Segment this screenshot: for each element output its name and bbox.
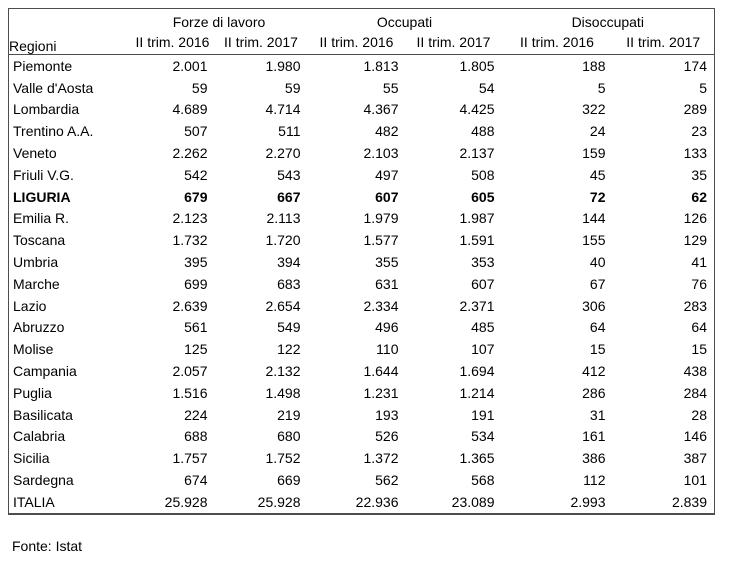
value-cell: 59 — [284, 79, 301, 96]
value-cell: 1.987 — [459, 210, 495, 227]
group-header-disoccupati: Disoccupati — [571, 14, 644, 30]
value-cell: 2.270 — [265, 145, 301, 162]
value-cell: 107 — [471, 341, 495, 358]
value-cell: 322 — [582, 101, 606, 118]
value-cell: 674 — [184, 472, 208, 489]
value-cell: 129 — [683, 232, 707, 249]
value-cell: 605 — [471, 188, 495, 205]
value-cell: 482 — [375, 123, 399, 140]
region-cell: Sicilia — [13, 450, 50, 467]
region-cell: Veneto — [13, 145, 57, 162]
table-body — [9, 55, 715, 514]
value-cell: 22.936 — [355, 493, 399, 510]
region-cell: Emilia R. — [13, 210, 70, 227]
value-cell: 15 — [589, 341, 606, 358]
region-cell: Lazio — [13, 297, 47, 314]
value-cell: 2.057 — [172, 363, 208, 380]
table-row — [9, 338, 715, 360]
sub-header-occupati-2016: II trim. 2016 — [319, 34, 394, 50]
value-cell: 2.001 — [172, 57, 208, 74]
table-row — [9, 273, 715, 295]
value-cell: 2.123 — [172, 210, 208, 227]
value-cell: 394 — [277, 254, 301, 271]
value-cell: 2.103 — [363, 145, 399, 162]
region-cell: Marche — [13, 275, 60, 292]
value-cell: 1.214 — [459, 384, 495, 401]
value-cell: 488 — [471, 123, 495, 140]
source-note: Fonte: Istat — [12, 538, 83, 554]
table-row — [9, 404, 715, 426]
value-cell: 497 — [375, 166, 399, 183]
value-cell: 1.813 — [363, 57, 399, 74]
table-row — [9, 186, 715, 208]
value-cell: 412 — [582, 363, 606, 380]
value-cell: 4.425 — [459, 101, 495, 118]
value-cell: 55 — [382, 79, 399, 96]
value-cell: 306 — [582, 297, 606, 314]
table-row — [9, 447, 715, 469]
value-cell: 508 — [471, 166, 495, 183]
value-cell: 219 — [277, 406, 301, 423]
table-row — [9, 426, 715, 448]
value-cell: 283 — [683, 297, 707, 314]
value-cell: 15 — [691, 341, 707, 358]
value-cell: 4.689 — [172, 101, 208, 118]
value-cell: 23.089 — [451, 493, 495, 510]
value-cell: 35 — [691, 166, 707, 183]
region-cell: Lombardia — [13, 101, 80, 118]
value-cell: 543 — [277, 166, 301, 183]
value-cell: 438 — [683, 363, 707, 380]
value-cell: 54 — [478, 79, 495, 96]
value-cell: 224 — [184, 406, 208, 423]
group-header-row — [9, 9, 715, 31]
value-cell: 4.714 — [265, 101, 301, 118]
value-cell: 2.132 — [265, 363, 301, 380]
value-cell: 355 — [375, 254, 399, 271]
value-cell: 561 — [184, 319, 208, 336]
value-cell: 2.639 — [172, 297, 208, 314]
value-cell: 191 — [471, 406, 495, 423]
table-row — [9, 491, 715, 514]
region-cell: Piemonte — [13, 57, 73, 74]
value-cell: 679 — [184, 188, 208, 205]
table-row — [9, 469, 715, 491]
value-cell: 110 — [376, 341, 399, 358]
value-cell: 549 — [277, 319, 301, 336]
value-cell: 1.372 — [363, 450, 399, 467]
value-cell: 1.980 — [265, 57, 301, 74]
value-cell: 45 — [589, 166, 606, 183]
value-cell: 5 — [597, 79, 606, 96]
value-cell: 40 — [589, 254, 606, 271]
corner-header-regioni: Regioni — [9, 38, 57, 54]
value-cell: 542 — [184, 166, 208, 183]
value-cell: 1.694 — [459, 363, 495, 380]
table-row — [9, 164, 715, 186]
table-row — [9, 229, 715, 251]
sub-header-forze-2016: II trim. 2016 — [135, 34, 210, 50]
value-cell: 125 — [184, 341, 208, 358]
group-header-forze-di-lavoro: Forze di lavoro — [172, 14, 266, 30]
value-cell: 122 — [277, 341, 301, 358]
table-row — [9, 360, 715, 382]
value-cell: 174 — [683, 57, 707, 74]
value-cell: 688 — [184, 428, 208, 445]
value-cell: 2.137 — [459, 145, 495, 162]
table-header — [9, 9, 715, 55]
value-cell: 2.334 — [363, 297, 399, 314]
table-row — [9, 142, 715, 164]
value-cell: 76 — [691, 275, 707, 292]
value-cell: 607 — [375, 188, 399, 205]
value-cell: 25.928 — [164, 493, 208, 510]
value-cell: 669 — [277, 472, 301, 489]
table-row — [9, 317, 715, 339]
value-cell: 2.371 — [459, 297, 495, 314]
group-header-occupati: Occupati — [376, 14, 433, 30]
table-row — [9, 55, 715, 77]
value-cell: 41 — [691, 254, 707, 271]
value-cell: 1.757 — [172, 450, 208, 467]
region-cell: Friuli V.G. — [13, 166, 74, 183]
sub-header-occupati-2017: II trim. 2017 — [416, 34, 491, 50]
value-cell: 683 — [277, 275, 301, 292]
value-cell: 496 — [375, 319, 399, 336]
value-cell: 511 — [278, 123, 301, 140]
value-cell: 112 — [583, 472, 606, 489]
region-cell: Umbria — [13, 254, 59, 271]
value-cell: 353 — [471, 254, 495, 271]
value-cell: 59 — [191, 79, 208, 96]
value-cell: 1.365 — [459, 450, 495, 467]
value-cell: 387 — [683, 450, 707, 467]
sub-header-forze-2017: II trim. 2017 — [224, 34, 298, 50]
region-cell: Sardegna — [13, 472, 74, 489]
value-cell: 1.231 — [363, 384, 399, 401]
region-cell: Toscana — [13, 232, 66, 249]
region-cell: Abruzzo — [13, 319, 65, 336]
value-cell: 568 — [471, 472, 495, 489]
value-cell: 4.367 — [363, 101, 399, 118]
value-cell: 2.262 — [172, 145, 208, 162]
sub-header-disoccupati-2017: II trim. 2017 — [626, 34, 701, 50]
value-cell: 2.839 — [671, 493, 707, 510]
table-row — [9, 120, 715, 142]
value-cell: 667 — [277, 188, 301, 205]
value-cell: 126 — [683, 210, 707, 227]
value-cell: 485 — [471, 319, 495, 336]
value-cell: 146 — [683, 428, 707, 445]
value-cell: 31 — [589, 406, 606, 423]
value-cell: 2.113 — [266, 210, 301, 227]
value-cell: 25.928 — [257, 493, 301, 510]
value-cell: 680 — [277, 428, 301, 445]
region-cell: Calabria — [13, 428, 66, 445]
table-row — [9, 295, 715, 317]
region-cell: LIGURIA — [13, 188, 71, 205]
value-cell: 144 — [582, 210, 606, 227]
region-cell: Campania — [13, 363, 77, 380]
value-cell: 631 — [375, 275, 399, 292]
value-cell: 534 — [471, 428, 495, 445]
value-cell: 5 — [699, 79, 707, 96]
value-cell: 64 — [589, 319, 606, 336]
value-cell: 28 — [691, 406, 707, 423]
value-cell: 1.498 — [265, 384, 301, 401]
value-cell: 699 — [184, 275, 208, 292]
value-cell: 23 — [691, 123, 707, 140]
table-row — [9, 99, 715, 121]
sub-header-disoccupati-2016: II trim. 2016 — [520, 34, 594, 50]
value-cell: 1.732 — [172, 232, 208, 249]
region-cell: ITALIA — [13, 493, 55, 510]
value-cell: 101 — [683, 472, 707, 489]
value-cell: 1.805 — [459, 57, 495, 74]
value-cell: 1.644 — [363, 363, 399, 380]
value-cell: 284 — [683, 384, 707, 401]
value-cell: 62 — [691, 188, 707, 205]
value-cell: 1.577 — [363, 232, 399, 249]
value-cell: 1.720 — [265, 232, 301, 249]
table-row — [9, 77, 715, 99]
region-cell: Molise — [13, 341, 54, 358]
value-cell: 188 — [582, 57, 606, 74]
value-cell: 289 — [683, 101, 707, 118]
region-cell: Valle d'Aosta — [13, 79, 94, 96]
value-cell: 64 — [691, 319, 707, 336]
value-cell: 2.654 — [265, 297, 301, 314]
value-cell: 161 — [582, 428, 606, 445]
value-cell: 72 — [589, 188, 606, 205]
value-cell: 159 — [582, 145, 606, 162]
table-row — [9, 251, 715, 273]
region-cell: Basilicata — [13, 406, 73, 423]
value-cell: 562 — [375, 472, 399, 489]
table-row — [9, 382, 715, 404]
region-cell: Trentino A.A. — [13, 123, 94, 140]
value-cell: 67 — [589, 275, 606, 292]
value-cell: 607 — [471, 275, 495, 292]
table-row — [9, 208, 715, 230]
labor-statistics-table — [8, 8, 715, 515]
value-cell: 286 — [582, 384, 606, 401]
value-cell: 24 — [589, 123, 606, 140]
value-cell: 1.516 — [172, 384, 208, 401]
value-cell: 1.752 — [265, 450, 301, 467]
value-cell: 155 — [582, 232, 606, 249]
value-cell: 2.993 — [570, 493, 606, 510]
value-cell: 133 — [683, 145, 707, 162]
value-cell: 1.591 — [459, 232, 495, 249]
value-cell: 395 — [184, 254, 208, 271]
value-cell: 193 — [375, 406, 399, 423]
value-cell: 1.979 — [363, 210, 399, 227]
value-cell: 386 — [582, 450, 606, 467]
value-cell: 507 — [184, 123, 208, 140]
region-cell: Puglia — [13, 384, 52, 401]
value-cell: 526 — [375, 428, 399, 445]
